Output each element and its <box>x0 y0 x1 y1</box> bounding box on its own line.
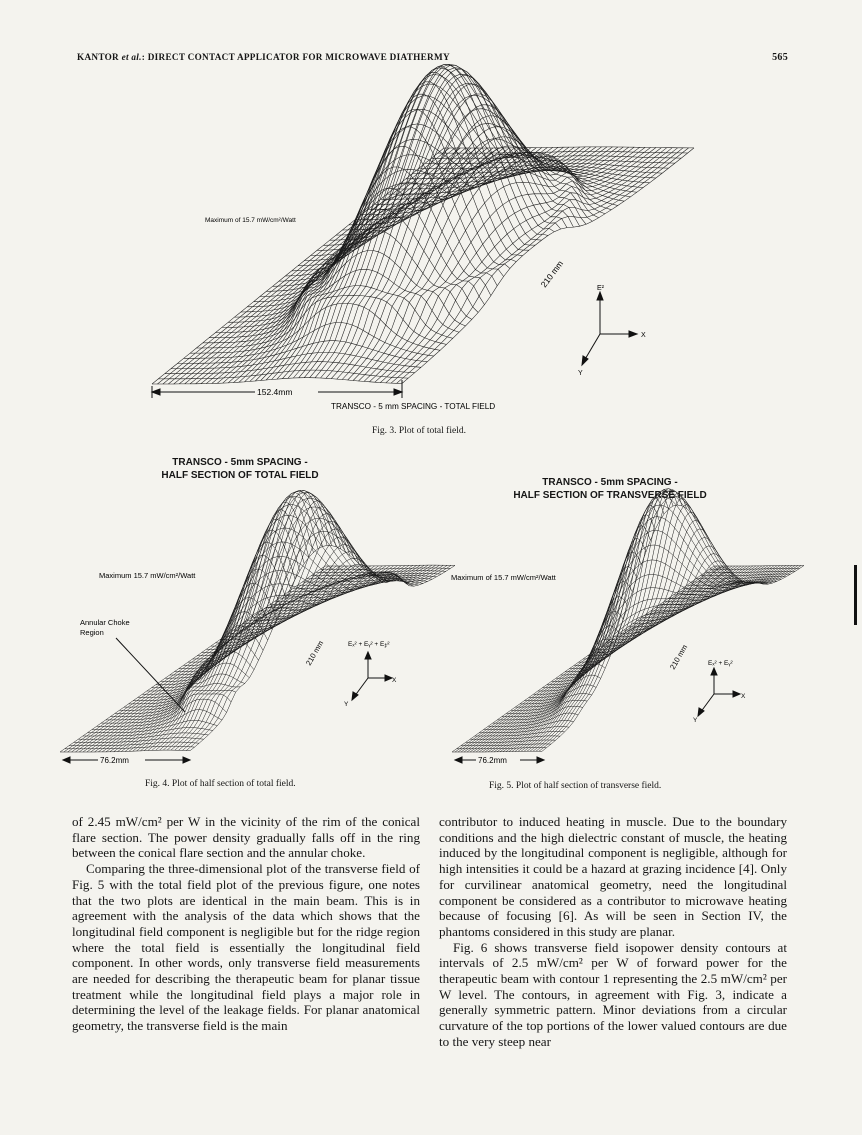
fig5-caption: Fig. 5. Plot of half section of transverse field. <box>489 781 662 791</box>
scan-edge-bar <box>854 565 857 625</box>
fig3-dim-y-label: 210 mm <box>538 258 566 290</box>
fig3-dim-x-label: 152.4mm <box>257 387 293 397</box>
fig4-choke-label-2: Region <box>80 628 104 637</box>
header-etal: et al. <box>121 52 142 62</box>
fig4-axis-y: Y <box>344 701 349 708</box>
mesh-line <box>560 526 650 675</box>
mesh-line <box>539 496 801 751</box>
fig3-axis-x: X <box>641 332 646 339</box>
fig3-plot-label: TRANSCO - 5 mm SPACING - TOTAL FIELD <box>331 402 496 411</box>
mesh-line <box>464 566 726 752</box>
mesh-line <box>500 566 762 752</box>
body-column-left <box>72 814 420 1034</box>
fig3-caption: Fig. 3. Plot of total field. <box>372 426 466 436</box>
paragraph: Comparing the three-dimensional plot of the transverse field of Fig. 5 with the total field plot of the previous figure, one notes that the two plots are identical in the main beam. This is in agreement with the analysis of the data which shows that the longitudinal field component is negligible but for the ridge region where the total field is essentially the longitudinal field component. In other words, only transverse field measurements are needed for describing the therapeutic beam for planar tissue treatment while the longitudinal field plays a major role in determining the level of the leakage fields. For planar anatomical geometry, the transverse field is the main <box>72 861 420 1034</box>
fig4-title-line1: TRANSCO - 5mm SPACING - <box>172 457 308 468</box>
fig4-axis-x: X <box>392 677 397 684</box>
mesh-line <box>601 498 691 646</box>
mesh-line <box>485 566 747 752</box>
page-number: 565 <box>772 52 788 63</box>
fig5-axis-x: X <box>741 693 746 700</box>
fig5-axis-formula: Eₓ² + Eᵧ² <box>708 660 733 667</box>
fig5-title-line2: HALF SECTION OF TRANSVERSE FIELD <box>513 490 707 501</box>
body-column-right <box>439 814 787 1050</box>
fig3-max-label: Maximum of 15.7 mW/cm²/Watt <box>205 217 296 224</box>
mesh-line <box>542 505 804 751</box>
fig5-dim-x-label: 76.2mm <box>478 756 507 765</box>
fig5-mesh <box>452 489 804 752</box>
fig3-axis-z: E² <box>597 285 604 292</box>
mesh-line <box>521 517 783 752</box>
paragraph: of 2.45 mW/cm² per W in the vicinity of the rim of the conical flare section. The power density gradually falls off in the ring between the conical flare section and the annular choke. <box>72 814 420 861</box>
fig4-max-label: Maximum 15.7 mW/cm²/Watt <box>99 571 196 580</box>
fig5-max-label: Maximum of 15.7 mW/cm²/Watt <box>451 573 556 582</box>
fig4-dim-y-label: 210 mm <box>303 639 326 667</box>
mesh-line <box>536 491 798 752</box>
mesh-line <box>592 490 682 653</box>
mesh-line <box>518 530 780 751</box>
fig4-dim-x-label: 76.2mm <box>100 756 129 765</box>
paragraph: contributor to induced heating in muscle. Due to the boundary conditions and the high dielectric constant of muscle, the heating induced by the longitudinal component is negligible, although for high intensities it could be a hazard at grazing incidence [4]. Only for curvilinear anatomical geometry, need the longitudinal component be considered as a contributor to microwave heating because of focusing [6]. As will be seen in Section IV, the phantoms considered in this study are planar. <box>439 814 787 939</box>
mesh-line <box>479 566 741 752</box>
mesh-line <box>529 626 619 698</box>
fig4-choke-label-1: Annular Choke <box>80 618 130 627</box>
mesh-line <box>506 566 768 752</box>
header-author: KANTOR <box>77 52 119 62</box>
fig5-axis-y: Y <box>693 717 698 724</box>
paragraph: Fig. 6 shows transverse field isopower density contours at intervals of 2.5 mW/cm² per W of forward power for the therapeutic beam with contour 1 representing the 2.5 mW/cm² per W level. The contours, in agreement with Fig. 3, indicate a generally symmetric pattern. Minor deviations from a circular curvature of the top portions of the lower valued contours are due to the very steep near <box>439 939 787 1049</box>
fig4-title-line2: HALF SECTION OF TOTAL FIELD <box>161 470 319 481</box>
fig5-axes-glyph <box>698 668 740 716</box>
fig3-axis-y: Y <box>578 370 583 377</box>
fig4-axis-formula: Eₓ² + Eᵧ² + E𝓏² <box>348 641 390 648</box>
fig5-dim-y-label: 210 mm <box>667 643 690 671</box>
fig5-title-line1: TRANSCO - 5mm SPACING - <box>542 477 678 488</box>
header-title: : DIRECT CONTACT APPLICATOR FOR MICROWAVE DIATHERMY <box>141 52 450 62</box>
mesh-line <box>470 566 732 752</box>
mesh-line <box>476 566 738 752</box>
mesh-line <box>524 505 786 751</box>
fig4-caption: Fig. 4. Plot of half section of total field. <box>145 779 296 789</box>
